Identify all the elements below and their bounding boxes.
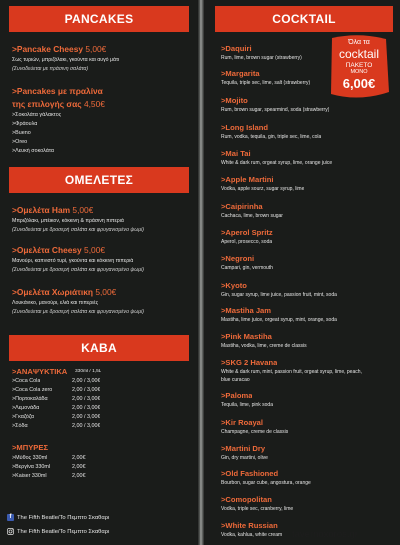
omelette-note: (Συνοδεύεται με δροσερή σαλάτα και φρυγανισμένο ψωμί)	[12, 227, 144, 233]
beer-price: 2,00€	[72, 473, 86, 479]
cocktail-ingredients: Gin, dry martini, olive	[221, 455, 268, 461]
pancakes-header: PANCAKES	[9, 6, 189, 32]
beer-price: 2,00€	[72, 464, 86, 470]
cocktail-name: >Comopolitan	[221, 495, 272, 504]
cocktail-ingredients: Mastiha, vodka, lime, creme de classis	[221, 343, 307, 349]
praline-option: >Λευκή σοκολάτα	[12, 148, 55, 154]
cocktail-name: >Daquiri	[221, 44, 252, 53]
badge-price: 6,00€	[342, 76, 376, 91]
cocktail-ingredients: White & dark rum, orgeat syrup, lime, orange juice	[221, 160, 333, 166]
cocktail-ingredients: Vodka, triple sec, cranberry, lime	[221, 506, 294, 512]
cocktail-ingredients: Vodka, kahlua, white cream	[221, 532, 283, 538]
beer-price: 2,00€	[72, 455, 86, 461]
omelette-name: >Ομελέτα Χωριάτικη 5,00€	[12, 287, 117, 297]
cocktail-ingredients: Rum, brown sugar, spearmind, soda (strawberry)	[221, 107, 330, 113]
omelette-price: 5,00€	[95, 287, 117, 297]
drink-name: >Πορτοκαλάδα	[12, 396, 48, 402]
cocktail-name: >Apple Martini	[221, 175, 274, 184]
cocktail-ingredients: blue curacao	[221, 377, 250, 383]
softdrinks-heading: >ΑΝΑΨΥΚΤΙΚΑ	[12, 367, 68, 376]
cocktail-name: >Margarita	[221, 69, 260, 78]
cocktail-ingredients: Champagne, creme de classis	[221, 429, 289, 435]
cocktail-ingredients: Campari, gin, vermouth	[221, 265, 273, 271]
cocktail-name: >Negroni	[221, 254, 255, 263]
badge-line1: Όλα τα	[348, 39, 370, 46]
pancake-cheesy-note: (Συνοδεύεται με πράσινη σαλάτα)	[12, 66, 89, 72]
pancake-cheesy-price: 5,00€	[85, 44, 107, 54]
instagram-link[interactable]: The Fifth Beatle/Το Πεμπτο Σκαθαρι	[7, 528, 109, 535]
drink-name: >Λεμονάδα	[12, 405, 40, 411]
omelette-note: (Συνοδεύεται με δροσερή σαλάτα και φρυγανισμένο ψωμί)	[12, 267, 144, 273]
cocktail-name: >Long Island	[221, 123, 269, 132]
drink-price: 2,00 / 3,00€	[72, 378, 101, 384]
omelette-name: >Ομελέτα Cheesy 5,00€	[12, 245, 106, 255]
praline-option: >Σοκολάτα γάλακτος	[12, 112, 62, 118]
pancake-cheesy-name: >Pancake Cheesy 5,00€	[12, 44, 107, 54]
facebook-link[interactable]: f The Fifth Beatle/Το Πεμπτο Σκαθαρι	[7, 514, 109, 521]
cocktail-name: >Mai Tai	[221, 149, 251, 158]
omelettes-header: ΟΜΕΛΕΤΕΣ	[9, 167, 189, 193]
praline-option: >Oreo	[12, 139, 28, 145]
drink-price: 2,00 / 3,00€	[72, 405, 101, 411]
omelette-desc: Μπριζόλακι, μπέικον, κόκκινη & πράσινη πιπεριά	[12, 218, 124, 224]
cocktail-ingredients: Tequila, triple sec, lime, salt (strawberry)	[221, 80, 311, 86]
cocktail-name: >Mastiha Jam	[221, 306, 272, 315]
instagram-icon	[7, 528, 14, 535]
badge-line3: ΠΑΚΕΤΟ	[345, 62, 373, 69]
badge-line2: cocktail	[338, 47, 379, 61]
drink-name: >Coca Cola zero	[12, 387, 53, 393]
cocktail-name: >Kir Roayal	[221, 418, 263, 427]
cocktail-ingredients: Cachaca, lime, brown sugar	[221, 213, 283, 219]
cocktail-ingredients: Rum, vodka, tequila, gin, triple sec, lime, cola	[221, 134, 322, 140]
softdrinks-sizes: 330ml / 1,5L	[75, 369, 102, 374]
cocktail-offer-badge	[329, 34, 389, 100]
cocktail-name: >Kyoto	[221, 281, 247, 290]
omelette-desc: Μανούρι, καπνιστό τυρί, γκούντα και κόκκινη πιπεριά	[12, 258, 134, 264]
drink-price: 2,00 / 3,00€	[72, 387, 101, 393]
cocktail-ingredients: Mastiha, lime juice, orgeat syrup, mint, orange, soda	[221, 317, 337, 323]
drink-price: 2,00 / 3,00€	[72, 396, 101, 402]
pancake-cheesy-desc: Σως τυριών, μπριζόλακι, γκούντα και αυγό μάτι	[12, 57, 120, 63]
cocktail-name: >Caipirinha	[221, 202, 263, 211]
drink-name: >Coca Cola	[12, 378, 41, 384]
beer-name: >Kaiser 330ml	[12, 473, 47, 479]
cocktail-name: >Mojito	[221, 96, 248, 105]
drink-name: >Σόδα	[12, 423, 28, 429]
cocktail-name: >Aperol Spritz	[221, 228, 273, 237]
badge-line4: ΜΟΝΟ	[350, 69, 368, 75]
beer-name: >Βεργίνα 330ml	[12, 464, 51, 470]
drink-price: 2,00 / 3,00€	[72, 423, 101, 429]
pancake-praline-name: >Pancakes με πραλίνα	[12, 86, 103, 96]
omelette-price: 5,00€	[72, 205, 94, 215]
omelette-note: (Συνοδεύεται με δροσερή σαλάτα και φρυγανισμένο ψωμί)	[12, 309, 144, 315]
cocktail-ingredients: Rum, lime, brown sugar (strawberry)	[221, 55, 302, 61]
watermark: tavernoxoros.gr	[292, 529, 359, 540]
cocktail-name: >White Russian	[221, 521, 278, 530]
beer-name: >Μύθος 330ml	[12, 455, 48, 461]
beers-heading: >ΜΠΥΡΕΣ	[12, 443, 48, 452]
omelette-name: >Ομελέτα Ham 5,00€	[12, 205, 94, 215]
facebook-icon: f	[7, 514, 14, 521]
cocktail-ingredients: Aperol, prosecco, soda	[221, 239, 273, 245]
cocktail-header: COCKTAIL	[215, 6, 393, 32]
pancake-praline-name-2: της επιλογής σας 4,50€	[12, 99, 105, 109]
omelette-desc: Λουκάνικο, μανούρι, ελιά και πιπεριές	[12, 300, 99, 306]
omelette-price: 5,00€	[84, 245, 106, 255]
cocktail-ingredients: Vodka, apple sourz, sugar syrup, lime	[221, 186, 305, 192]
cocktail-name: >SKG 2 Havana	[221, 358, 278, 367]
cocktail-name: >Paloma	[221, 391, 253, 400]
cocktail-ingredients: White & dark rum, mint, passion fruit, orgeat syrup, lime, peach,	[221, 369, 362, 375]
pancake-praline-price: 4,50€	[83, 99, 105, 109]
page-fold	[197, 0, 204, 545]
cocktail-name: >Pink Mastiha	[221, 332, 272, 341]
left-menu-panel	[0, 0, 197, 545]
drink-name: >Γκαζόζα	[12, 414, 35, 420]
cocktail-name: >Old Fashioned	[221, 469, 279, 478]
praline-option: >Φράουλα	[12, 121, 38, 127]
cocktail-ingredients: Gin, sugar syrup, lime juice, passion fruit, mint, soda	[221, 292, 337, 298]
cocktail-ingredients: Bourbon, sugar cube, angostura, orange	[221, 480, 311, 486]
cocktail-ingredients: Tequila, lime, pink soda	[221, 402, 273, 408]
cocktail-name: >Martini Dry	[221, 444, 266, 453]
kava-header: ΚΑΒΑ	[9, 335, 189, 361]
praline-option: >Bueno	[12, 130, 31, 136]
drink-price: 2,00 / 3,00€	[72, 414, 101, 420]
